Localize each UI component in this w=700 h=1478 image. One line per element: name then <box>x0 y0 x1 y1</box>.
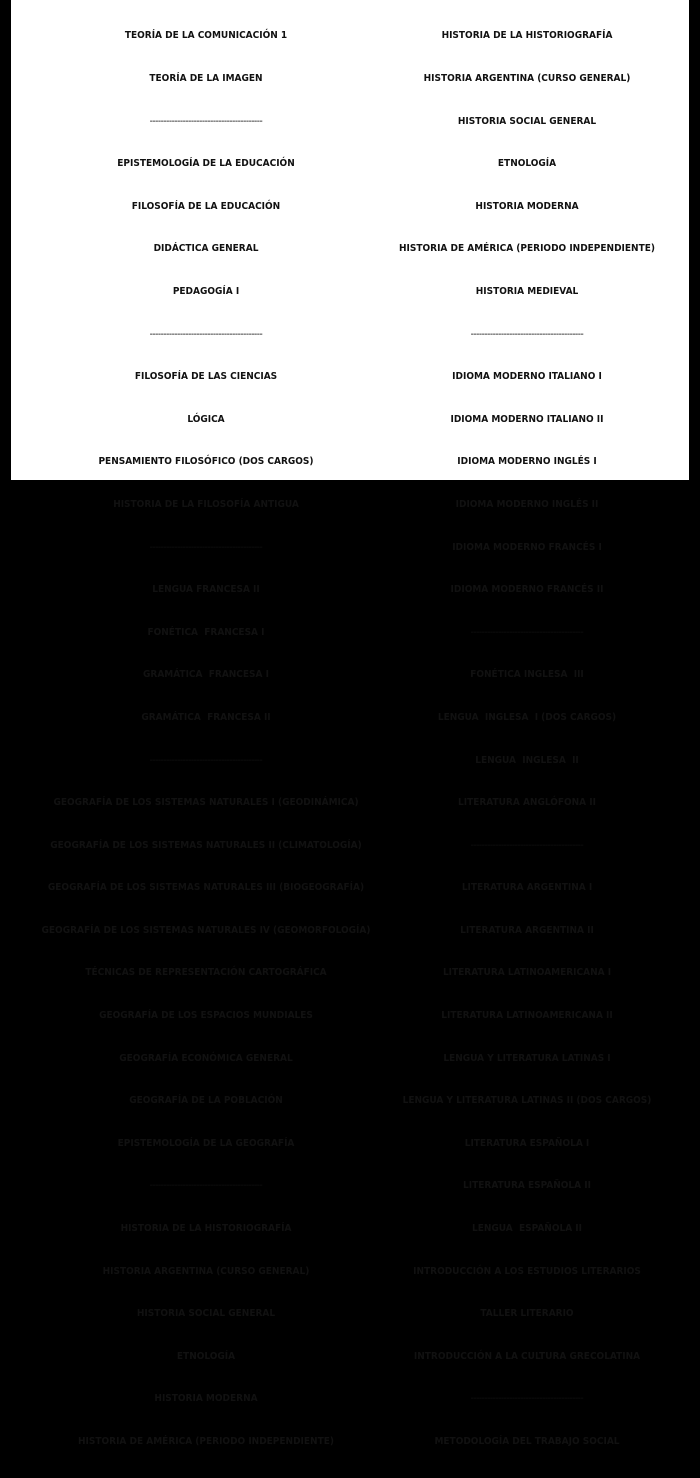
separator-line: ----------------------------------------- <box>149 115 263 127</box>
subject-line: HISTORIA SOCIAL GENERAL <box>136 1308 276 1320</box>
separator-line: ----------------------------------------- <box>149 328 263 340</box>
subject-line: IDIOMA MODERNO INGLÉS II <box>455 498 599 510</box>
subject-line: LITERATURA LATINOAMERICANA II <box>441 1010 613 1022</box>
subject-line: GEOGRAFÍA DE LOS SISTEMAS NATURALES I (GEODINÁMICA) <box>53 797 359 809</box>
subject-line: LENGUA Y LITERATURA LATINAS I <box>443 1052 611 1064</box>
subject-line: ETNOLOGÍA <box>176 1350 236 1362</box>
subject-line: GEOGRAFÍA DE LOS SISTEMAS NATURALES III (BIOGEOGRAFÍA) <box>47 882 365 894</box>
subject-line: HISTORIA DE LA FILOSOFÍA ANTIGUA <box>113 498 299 510</box>
subject-line: METODOLOGÍA DEL TRABAJO SOCIAL <box>434 1436 620 1447</box>
left-column <box>22 1 390 1478</box>
subject-line: GEOGRAFÍA DE LOS SISTEMAS NATURALES IV (GEOMORFOLOGÍA) <box>41 924 371 936</box>
subject-line: GEOGRAFÍA DE LA POBLACIÓN <box>129 1095 283 1107</box>
subject-line: HISTORIA DE LA HISTORIOGRAFÍA <box>441 30 613 42</box>
subject-line: HISTORIA MEDIEVAL <box>475 285 579 297</box>
separator-line: ----------------------------------------- <box>149 1180 263 1192</box>
subject-line: IDIOMA MODERNO ITALIANO II <box>450 413 604 425</box>
subject-line: FILOSOFÍA DE LAS CIENCIAS <box>134 371 278 383</box>
subject-line: LITERATURA ARGENTINA II <box>460 924 594 936</box>
subject-line: HISTORIA DE AMÉRICA (PERIODO INDEPENDIENTE) <box>399 243 655 255</box>
subject-line: LITERATURA ESPAÑOLA II <box>463 1180 591 1192</box>
subject-line: HISTORIA SOCIAL GENERAL <box>457 115 597 127</box>
subject-line: FONÉTICA FRANCESA I <box>147 626 265 638</box>
subject-line: HISTORIA MODERNA <box>154 1393 258 1405</box>
subject-line: LENGUA ESPAÑOLA II <box>472 1223 582 1235</box>
subject-line: HISTORIA DE AMÉRICA (PERIODO INDEPENDIENTE) <box>78 1436 334 1447</box>
separator-line: ----------------------------------------- <box>470 1393 584 1405</box>
subject-line: TALLER LITERARIO <box>480 1308 574 1320</box>
subject-line: GEOGRAFÍA ECONÓMICA GENERAL <box>119 1052 293 1064</box>
subject-line: TÉCNICAS DE REPRESENTACIÓN CARTOGRÁFICA <box>85 967 327 979</box>
separator-line: ----------------------------------------- <box>470 839 584 851</box>
subject-line: IDIOMA MODERNO INGLÉS I <box>457 456 597 468</box>
subject-line: EPISTEMOLOGÍA DE LA EDUCACIÓN <box>117 158 295 170</box>
separator-line: ----------------------------------------- <box>470 328 584 340</box>
separator-line: ----------------------------------------- <box>149 754 263 766</box>
subject-line: HISTORIA DE LA HISTORIOGRAFÍA <box>120 1223 292 1235</box>
subject-line: LÓGICA <box>187 413 225 425</box>
subject-line: GEOGRAFÍA DE LOS ESPACIOS MUNDIALES <box>99 1010 313 1022</box>
separator-line: ----------------------------------------- <box>470 626 584 638</box>
subject-line: TEORÍA DE LA IMAGEN <box>149 73 263 84</box>
subject-line: GEOGRAFÍA DE LOS SISTEMAS NATURALES II (CLIMATOLOGÍA) <box>50 839 362 851</box>
subject-line: LENGUA INGLESA II <box>475 754 579 766</box>
subject-line: INTRODUCCIÓN A LA CULTURA GRECOLATINA <box>413 1350 641 1362</box>
subject-line: LENGUA INGLESA I (DOS CARGOS) <box>437 711 617 723</box>
subject-line: FONÉTICA INGLESA III <box>470 669 584 681</box>
subject-line: IDIOMA MODERNO FRANCÉS II <box>450 584 604 596</box>
subject-line: GRAMÁTICA FRANCESA I <box>143 669 269 681</box>
subject-line: LITERATURA ARGENTINA I <box>461 882 593 894</box>
subject-line: PENSAMIENTO FILOSÓFICO (DOS CARGOS) <box>98 456 314 468</box>
subject-line: IDIOMA MODERNO FRANCÉS I <box>452 541 602 553</box>
subject-line: FILOSOFÍA DE LA EDUCACIÓN <box>131 200 281 212</box>
subject-line: PEDAGOGÍA I <box>172 285 240 297</box>
subject-line: LENGUA FRANCESA II <box>152 584 260 596</box>
document-sheet <box>11 0 689 1447</box>
separator-line: ----------------------------------------- <box>149 541 263 553</box>
subject-line: TEORÍA DE LA COMUNICACIÓN 1 <box>124 30 288 42</box>
subject-line: EPISTEMOLOGÍA DE LA GEOGRAFÍA <box>117 1137 295 1149</box>
subject-line: LITERATURA LATINOAMERICANA I <box>442 967 612 979</box>
subject-line: IDIOMA MODERNO ITALIANO I <box>452 371 602 383</box>
subject-line: HISTORIA MODERNA <box>475 200 579 212</box>
subject-line: DIDÁCTICA GENERAL <box>153 243 259 255</box>
subject-line: HISTORIA ARGENTINA (CURSO GENERAL) <box>423 73 631 84</box>
subject-line: HISTORIA ARGENTINA (CURSO GENERAL) <box>102 1265 310 1277</box>
right-column <box>378 1 676 1478</box>
subject-line: ETNOLOGÍA <box>497 158 557 170</box>
subject-line: INTRODUCCIÓN A LOS ESTUDIOS LITERARIOS <box>413 1265 641 1277</box>
subject-line: LENGUA Y LITERATURA LATINAS II (DOS CARGOS) <box>402 1095 652 1107</box>
subject-line: GRAMÁTICA FRANCESA II <box>141 711 271 723</box>
subject-line: LITERATURA ESPAÑOLA I <box>464 1137 590 1149</box>
subject-line: LITERATURA ANGLÓFONA II <box>458 797 596 809</box>
